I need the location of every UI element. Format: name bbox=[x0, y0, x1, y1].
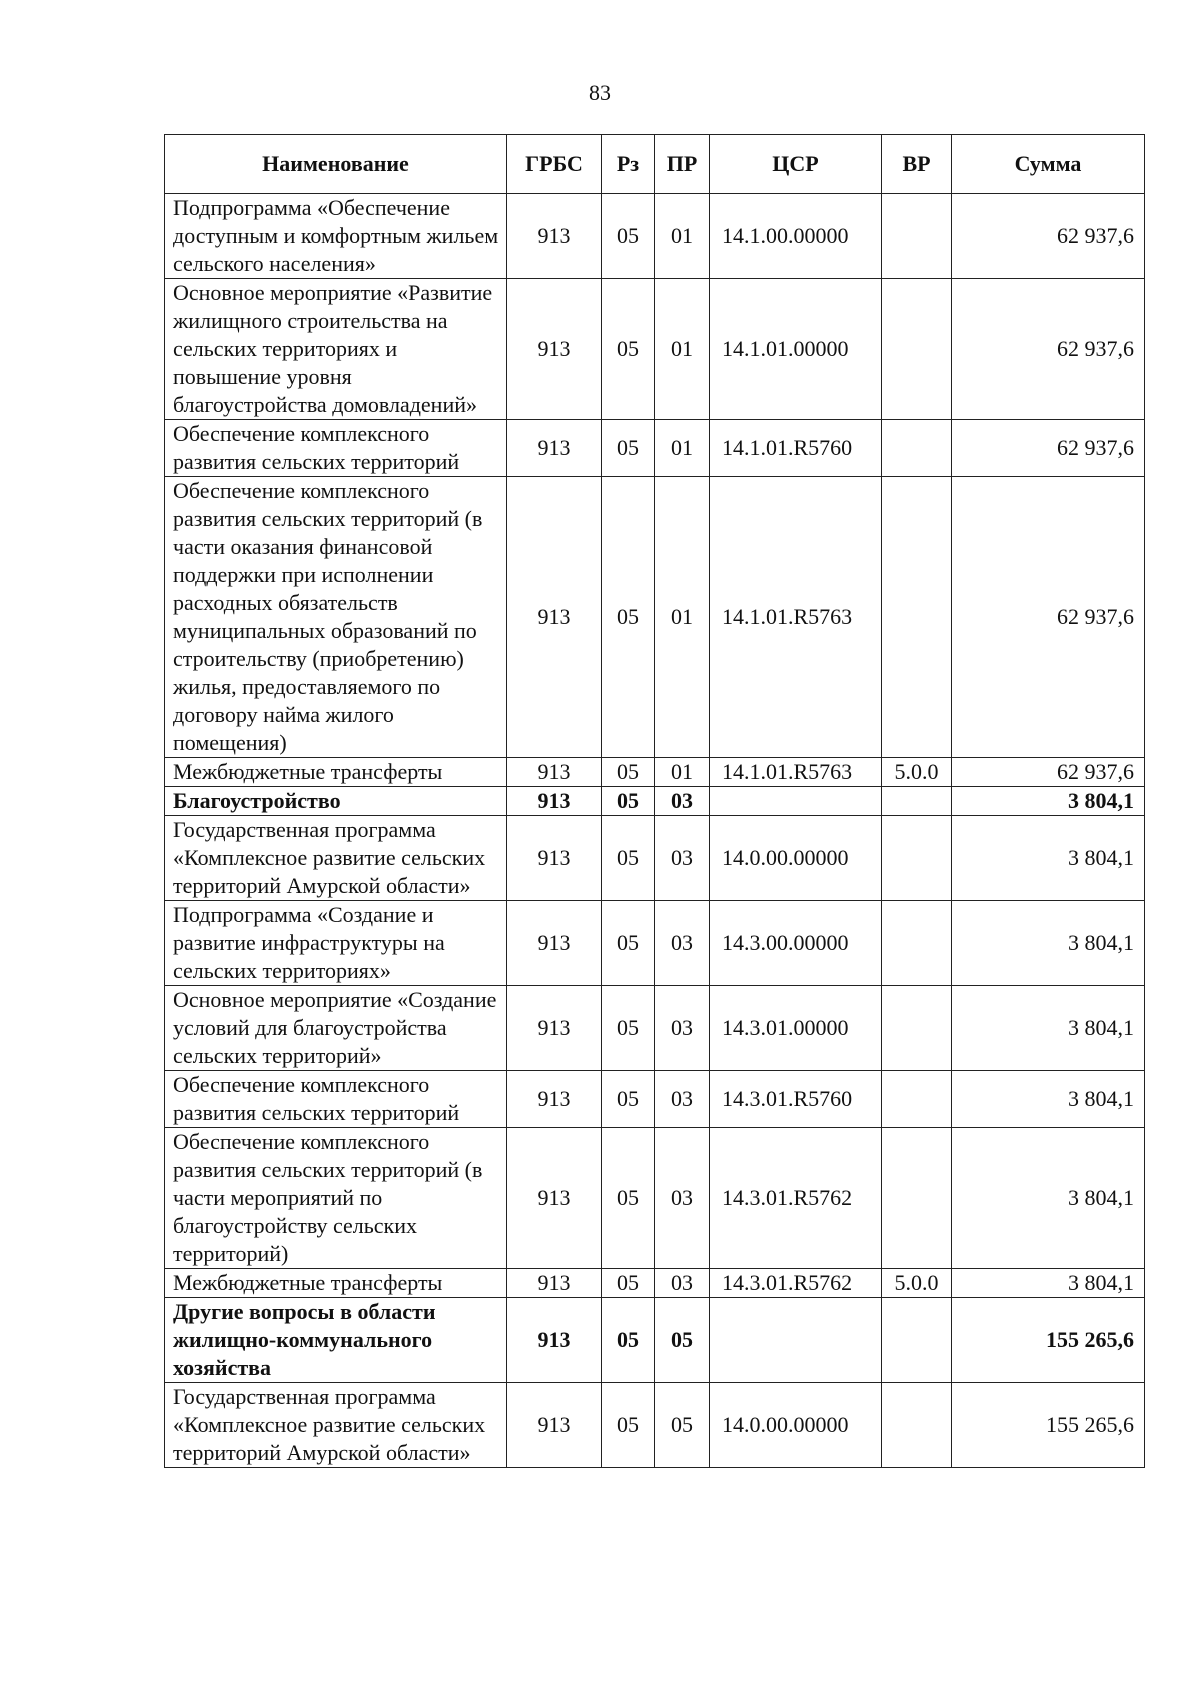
cell-name: Подпрограмма «Создание и развитие инфраструктуры на сельских территориях» bbox=[165, 901, 507, 986]
cell-rz: 05 bbox=[602, 194, 655, 279]
cell-name: Межбюджетные трансферты bbox=[165, 758, 507, 787]
cell-sum: 3 804,1 bbox=[952, 787, 1145, 816]
cell-rz: 05 bbox=[602, 477, 655, 758]
cell-vr bbox=[882, 816, 952, 901]
cell-pr: 01 bbox=[655, 477, 710, 758]
cell-vr bbox=[882, 787, 952, 816]
header-rz: Рз bbox=[602, 135, 655, 194]
cell-vr bbox=[882, 477, 952, 758]
cell-csr: 14.3.01.R5762 bbox=[710, 1269, 882, 1298]
cell-vr bbox=[882, 1071, 952, 1128]
cell-pr: 03 bbox=[655, 1269, 710, 1298]
header-sum: Сумма bbox=[952, 135, 1145, 194]
cell-grbs: 913 bbox=[507, 901, 602, 986]
cell-grbs: 913 bbox=[507, 1383, 602, 1468]
budget-table bbox=[164, 134, 1145, 1468]
cell-sum: 62 937,6 bbox=[952, 420, 1145, 477]
cell-rz: 05 bbox=[602, 787, 655, 816]
cell-sum: 3 804,1 bbox=[952, 1128, 1145, 1269]
cell-name: Другие вопросы в области жилищно-коммунального хозяйства bbox=[165, 1298, 507, 1383]
table-row bbox=[165, 194, 1145, 279]
table-row bbox=[165, 1383, 1145, 1468]
cell-vr bbox=[882, 1298, 952, 1383]
cell-vr bbox=[882, 1383, 952, 1468]
table-row bbox=[165, 1128, 1145, 1269]
cell-grbs: 913 bbox=[507, 194, 602, 279]
cell-vr bbox=[882, 986, 952, 1071]
cell-rz: 05 bbox=[602, 1383, 655, 1468]
cell-csr: 14.0.00.00000 bbox=[710, 816, 882, 901]
cell-pr: 01 bbox=[655, 758, 710, 787]
cell-csr: 14.0.00.00000 bbox=[710, 1383, 882, 1468]
cell-sum: 3 804,1 bbox=[952, 901, 1145, 986]
cell-name: Благоустройство bbox=[165, 787, 507, 816]
cell-grbs: 913 bbox=[507, 787, 602, 816]
header-vr: ВР bbox=[882, 135, 952, 194]
cell-grbs: 913 bbox=[507, 279, 602, 420]
cell-pr: 01 bbox=[655, 194, 710, 279]
cell-rz: 05 bbox=[602, 1269, 655, 1298]
cell-sum: 155 265,6 bbox=[952, 1298, 1145, 1383]
cell-pr: 03 bbox=[655, 787, 710, 816]
cell-rz: 05 bbox=[602, 816, 655, 901]
cell-csr: 14.1.01.R5763 bbox=[710, 477, 882, 758]
cell-grbs: 913 bbox=[507, 1298, 602, 1383]
cell-name: Государственная программа «Комплексное развитие сельских территорий Амурской области» bbox=[165, 1383, 507, 1468]
cell-pr: 03 bbox=[655, 1071, 710, 1128]
cell-vr: 5.0.0 bbox=[882, 758, 952, 787]
table-header-row bbox=[165, 135, 1145, 194]
table-row bbox=[165, 420, 1145, 477]
cell-grbs: 913 bbox=[507, 1071, 602, 1128]
cell-csr bbox=[710, 787, 882, 816]
cell-csr: 14.1.01.00000 bbox=[710, 279, 882, 420]
table-row bbox=[165, 901, 1145, 986]
cell-rz: 05 bbox=[602, 1071, 655, 1128]
table-row bbox=[165, 787, 1145, 816]
cell-vr bbox=[882, 279, 952, 420]
cell-csr: 14.1.00.00000 bbox=[710, 194, 882, 279]
cell-sum: 62 937,6 bbox=[952, 477, 1145, 758]
cell-grbs: 913 bbox=[507, 1128, 602, 1269]
cell-pr: 01 bbox=[655, 420, 710, 477]
cell-rz: 05 bbox=[602, 1128, 655, 1269]
header-grbs: ГРБС bbox=[507, 135, 602, 194]
header-name: Наименование bbox=[165, 135, 507, 194]
cell-pr: 03 bbox=[655, 901, 710, 986]
cell-grbs: 913 bbox=[507, 816, 602, 901]
cell-name: Основное мероприятие «Создание условий для благоустройства сельских территорий» bbox=[165, 986, 507, 1071]
cell-sum: 3 804,1 bbox=[952, 816, 1145, 901]
cell-name: Обеспечение комплексного развития сельских территорий (в части оказания финансовой поддержки при исполнении расходных обязательств муниципальных образований по строительству (приобретению) жилья, предоставляемого по договору найма жилого помещения) bbox=[165, 477, 507, 758]
cell-csr bbox=[710, 1298, 882, 1383]
cell-rz: 05 bbox=[602, 1298, 655, 1383]
cell-sum: 62 937,6 bbox=[952, 279, 1145, 420]
cell-csr: 14.1.01.R5763 bbox=[710, 758, 882, 787]
table-row bbox=[165, 1071, 1145, 1128]
cell-csr: 14.3.00.00000 bbox=[710, 901, 882, 986]
cell-name: Обеспечение комплексного развития сельских территорий bbox=[165, 420, 507, 477]
table-body bbox=[165, 194, 1145, 1468]
cell-vr bbox=[882, 194, 952, 279]
cell-csr: 14.3.01.R5762 bbox=[710, 1128, 882, 1269]
header-csr: ЦСР bbox=[710, 135, 882, 194]
table-row bbox=[165, 1269, 1145, 1298]
cell-vr: 5.0.0 bbox=[882, 1269, 952, 1298]
table-row bbox=[165, 986, 1145, 1071]
cell-vr bbox=[882, 901, 952, 986]
cell-vr bbox=[882, 420, 952, 477]
cell-sum: 3 804,1 bbox=[952, 1071, 1145, 1128]
cell-rz: 05 bbox=[602, 901, 655, 986]
cell-grbs: 913 bbox=[507, 1269, 602, 1298]
cell-grbs: 913 bbox=[507, 758, 602, 787]
cell-name: Государственная программа «Комплексное развитие сельских территорий Амурской области» bbox=[165, 816, 507, 901]
cell-rz: 05 bbox=[602, 420, 655, 477]
page-number: 83 bbox=[589, 80, 611, 105]
cell-csr: 14.3.01.R5760 bbox=[710, 1071, 882, 1128]
cell-grbs: 913 bbox=[507, 477, 602, 758]
cell-name: Обеспечение комплексного развития сельских территорий (в части мероприятий по благоустройству сельских территорий) bbox=[165, 1128, 507, 1269]
cell-name: Основное мероприятие «Развитие жилищного строительства на сельских территориях и повышение уровня благоустройства домовладений» bbox=[165, 279, 507, 420]
cell-grbs: 913 bbox=[507, 986, 602, 1071]
cell-csr: 14.1.01.R5760 bbox=[710, 420, 882, 477]
cell-name: Межбюджетные трансферты bbox=[165, 1269, 507, 1298]
cell-name: Подпрограмма «Обеспечение доступным и комфортным жильем сельского населения» bbox=[165, 194, 507, 279]
header-pr: ПР bbox=[655, 135, 710, 194]
cell-pr: 05 bbox=[655, 1383, 710, 1468]
cell-rz: 05 bbox=[602, 758, 655, 787]
cell-pr: 01 bbox=[655, 279, 710, 420]
table-row bbox=[165, 758, 1145, 787]
cell-vr bbox=[882, 1128, 952, 1269]
table-row bbox=[165, 477, 1145, 758]
table-row bbox=[165, 279, 1145, 420]
cell-rz: 05 bbox=[602, 279, 655, 420]
cell-pr: 03 bbox=[655, 986, 710, 1071]
cell-name: Обеспечение комплексного развития сельских территорий bbox=[165, 1071, 507, 1128]
cell-pr: 03 bbox=[655, 1128, 710, 1269]
cell-rz: 05 bbox=[602, 986, 655, 1071]
cell-sum: 62 937,6 bbox=[952, 194, 1145, 279]
table-row bbox=[165, 816, 1145, 901]
table-row bbox=[165, 1298, 1145, 1383]
cell-csr: 14.3.01.00000 bbox=[710, 986, 882, 1071]
cell-pr: 05 bbox=[655, 1298, 710, 1383]
cell-sum: 3 804,1 bbox=[952, 1269, 1145, 1298]
cell-sum: 155 265,6 bbox=[952, 1383, 1145, 1468]
cell-pr: 03 bbox=[655, 816, 710, 901]
cell-sum: 3 804,1 bbox=[952, 986, 1145, 1071]
cell-grbs: 913 bbox=[507, 420, 602, 477]
cell-sum: 62 937,6 bbox=[952, 758, 1145, 787]
